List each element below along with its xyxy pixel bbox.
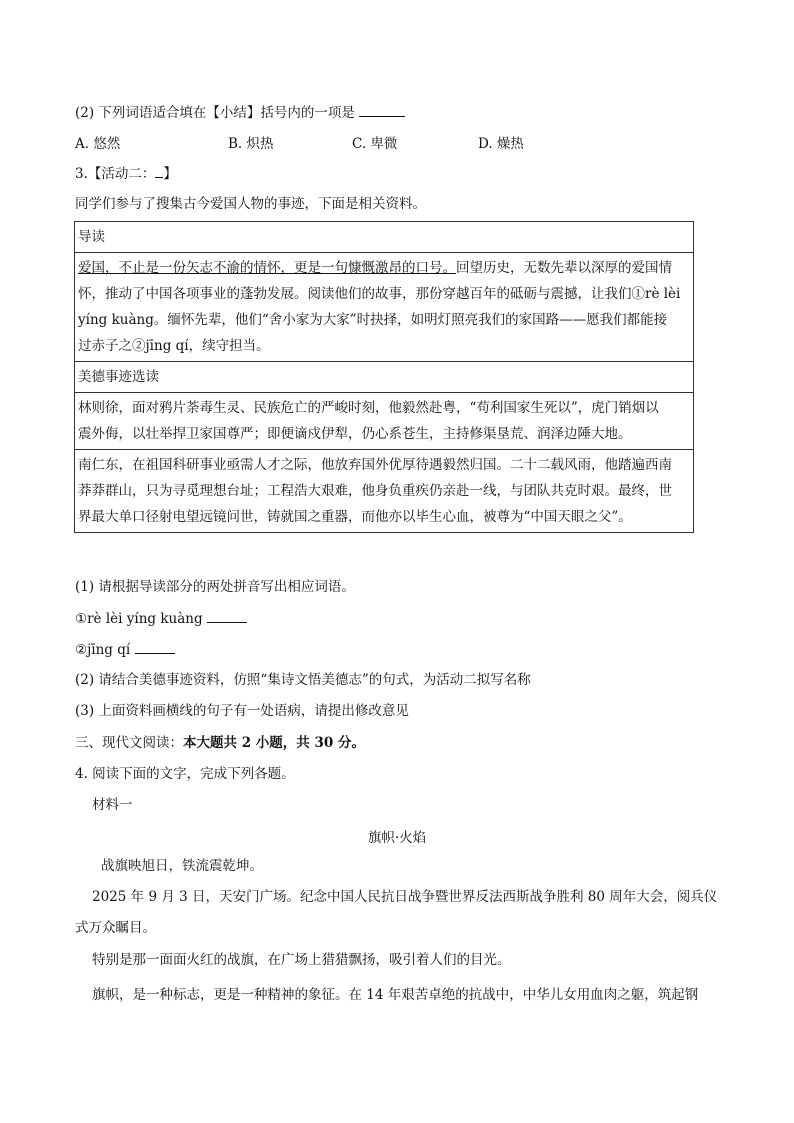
- options-row: [75, 132, 715, 152]
- sub-question-3: (3) 上面资料画横线的句子有一处语病，请提出修改意见: [75, 703, 409, 719]
- option-c[interactable]: C. 卑微: [352, 136, 398, 152]
- story-lin-zexu: [75, 393, 694, 450]
- section-3-heading: [75, 733, 365, 753]
- sub-question-1a: [75, 608, 247, 629]
- sub-question-1b-label: ②jīng qí: [75, 642, 131, 658]
- nan-line-1: 南仁东，在祖国科研事业亟需人才之际，他放弃国外优厚待遇毅然归国。二十二载风雨，他踏遍西南: [78, 457, 672, 473]
- nan-line-2: 莽莽群山，只为寻觅理想台址；工程浩大艰难，他身负重疾仍亲赴一线，与团队共克时艰。最终，世: [78, 483, 672, 499]
- guide-line-3: yíng kuàng。缅怀先辈，他们“舍小家为大家”时抉择，如明灯照亮我们的家国路——愿我们都能接: [78, 312, 668, 328]
- article-paragraph-4: 旗帜，是一种标志，更是一种精神的象征。在 14 年艰苦卓绝的抗战中，中华儿女用血肉之躯，筑起钢: [92, 987, 699, 1003]
- answer-blank-1b[interactable]: [135, 639, 175, 654]
- nan-line-3: 界最大单口径射电望远镜问世，铸就国之重器，而他亦以毕生心血，被尊为“中国天眼之父”。: [78, 509, 632, 525]
- article-paragraph-2: 2025 年 9 月 3 日，天安门广场。纪念中国人民抗日战争暨世界反法西斯战争胜利 80 周年大会，阅兵仪: [92, 889, 718, 905]
- guide-title: 导读: [75, 222, 694, 253]
- article-paragraph-1: 战旗映旭日，铁流震乾坤。: [101, 858, 263, 874]
- article-paragraph-3: 特别是那一面面火红的战旗，在广场上猎猎飘扬，吸引着人们的目光。: [92, 952, 511, 968]
- question-3-heading: [75, 163, 177, 184]
- sub-question-1b: [75, 639, 175, 660]
- sub-question-1a-label: ①rè lèi yíng kuàng: [75, 611, 203, 627]
- sub-question-2: (2) 请结合美德事迹资料，仿照“集诗文悟美德志”的句式，为活动二拟写名称: [75, 672, 531, 688]
- story-title: 美德事迹选读: [75, 362, 694, 393]
- question-2-2-prompt: (2) 下列词语适合填在【小结】括号内的一项是: [75, 105, 355, 121]
- lin-line-1: 林则徐，面对鸦片荼毒生灵、民族危亡的严峻时刻，他毅然赴粤，“苟利国家生死以”，虎门销烟以: [78, 400, 659, 416]
- guide-line-1-rest: 回望历史，无数先辈以深厚的爱国情: [456, 260, 672, 276]
- story-nan-rendong: [75, 450, 694, 533]
- guide-line-4: 过赤子之②jīng qí，续守担当。: [78, 338, 270, 354]
- material-label: 材料一: [92, 797, 133, 813]
- article-title: 旗帜·火焰: [367, 830, 427, 846]
- section-3-info: 本大题共 2 小题，共 30 分。: [183, 735, 365, 751]
- answer-blank[interactable]: [359, 102, 405, 117]
- guide-line-1: [78, 255, 690, 281]
- guide-content: [75, 253, 694, 362]
- question-3-heading-end: 】: [163, 166, 177, 182]
- option-a[interactable]: A. 悠然: [75, 136, 121, 152]
- option-d[interactable]: D. 燥热: [478, 136, 524, 152]
- lin-line-2: 震外侮，以壮举捍卫家国尊严；即便谪戍伊犁，仍心系苍生，主持修渠垦荒、润泽边陲大地。: [78, 426, 632, 442]
- section-3-prefix: 三、现代文阅读：: [75, 735, 183, 751]
- answer-blank-1a[interactable]: [207, 608, 247, 623]
- question-4-prompt: 4. 阅读下面的文字，完成下列各题。: [75, 766, 295, 782]
- guide-line-2: 怀，推动了中国各项事业的蓬勃发展。阅读他们的故事，那份穿越百年的砥砺与震撼，让我们①rè lèi: [78, 286, 681, 302]
- article-paragraph-2-cont: 式万众瞩目。: [75, 920, 156, 936]
- sub-question-1: (1) 请根据导读部分的两处拼音写出相应词语。: [75, 579, 355, 595]
- option-b[interactable]: B. 炽热: [228, 136, 274, 152]
- question-3-intro: 同学们参与了搜集古今爱国人物的事迹，下面是相关资料。: [75, 196, 426, 212]
- material-table: [74, 221, 694, 533]
- flawed-sentence: 爱国，不止是一份矢志不渝的情怀，更是一句慷慨激昂的口号。: [78, 260, 456, 276]
- question-2-2: [75, 102, 405, 123]
- question-3-heading-text: 3.【活动二：: [75, 166, 156, 182]
